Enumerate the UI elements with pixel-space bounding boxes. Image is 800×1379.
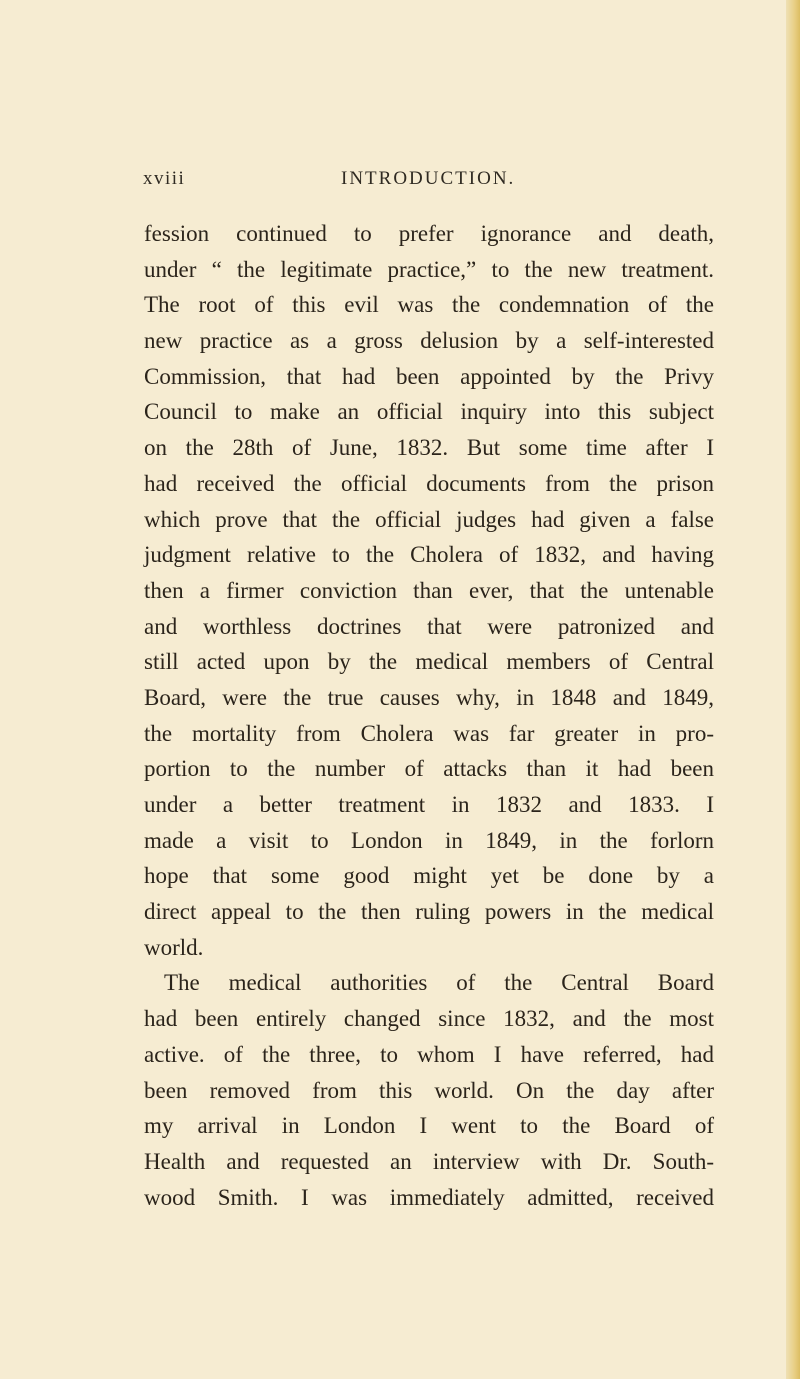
text-line: judgment relative to the Cholera of 1832, and having — [144, 542, 714, 568]
text-line: new practice as a gross delusion by a self-interested — [144, 328, 714, 354]
text-line: the mortality from Cholera was far greater in pro- — [144, 720, 714, 746]
text-line: and worthless doctrines that were patronized and — [144, 613, 714, 639]
paragraph-end-line: world. — [144, 934, 204, 960]
text-line: Health and requested an interview with Dr. South- — [144, 1148, 714, 1174]
text-line: been removed from this world. On the day after — [144, 1077, 714, 1103]
text-line: The root of this evil was the condemnation of the — [144, 292, 714, 318]
text-line: had received the official documents from the prison — [144, 470, 714, 496]
text-line: wood Smith. I was immediately admitted, received — [144, 1184, 714, 1210]
text-line: hope that some good might yet be done by a — [144, 863, 714, 889]
body-text — [144, 216, 714, 1215]
text-line: my arrival in London I went to the Board of — [144, 1113, 714, 1139]
text-line: direct appeal to the then ruling powers in the medical — [144, 899, 714, 925]
text-line: which prove that the official judges had given a false — [144, 506, 714, 532]
text-line: had been entirely changed since 1832, and the most — [144, 1006, 714, 1032]
page-edge — [786, 0, 800, 1379]
text-line: under a better treatment in 1832 and 1833. I — [144, 792, 714, 817]
text-line: on the 28th of June, 1832. But some time after I — [144, 435, 714, 461]
text-line: made a visit to London in 1849, in the forlorn — [144, 827, 714, 853]
running-title: INTRODUCTION. — [341, 168, 516, 189]
text-line: still acted upon by the medical members of Central — [144, 649, 714, 675]
paragraph-start-line: The medical authorities of the Central Board — [164, 970, 714, 996]
text-line: active. of the three, to whom I have referred, had — [144, 1041, 714, 1067]
text-line: then a firmer conviction than ever, that the untenable — [144, 577, 714, 603]
text-line: Commission, that had been appointed by the Privy — [144, 363, 714, 389]
text-line: under “ the legitimate practice,” to the new treatment. — [144, 256, 714, 282]
text-line: Council to make an official inquiry into this subject — [144, 399, 714, 425]
text-line: fession continued to prefer ignorance and death, — [144, 221, 714, 246]
page-number: xviii — [143, 168, 186, 189]
running-head — [143, 168, 663, 200]
text-line: Board, were the true causes why, in 1848 and 1849, — [144, 684, 714, 710]
text-line: portion to the number of attacks than it had been — [144, 756, 714, 782]
